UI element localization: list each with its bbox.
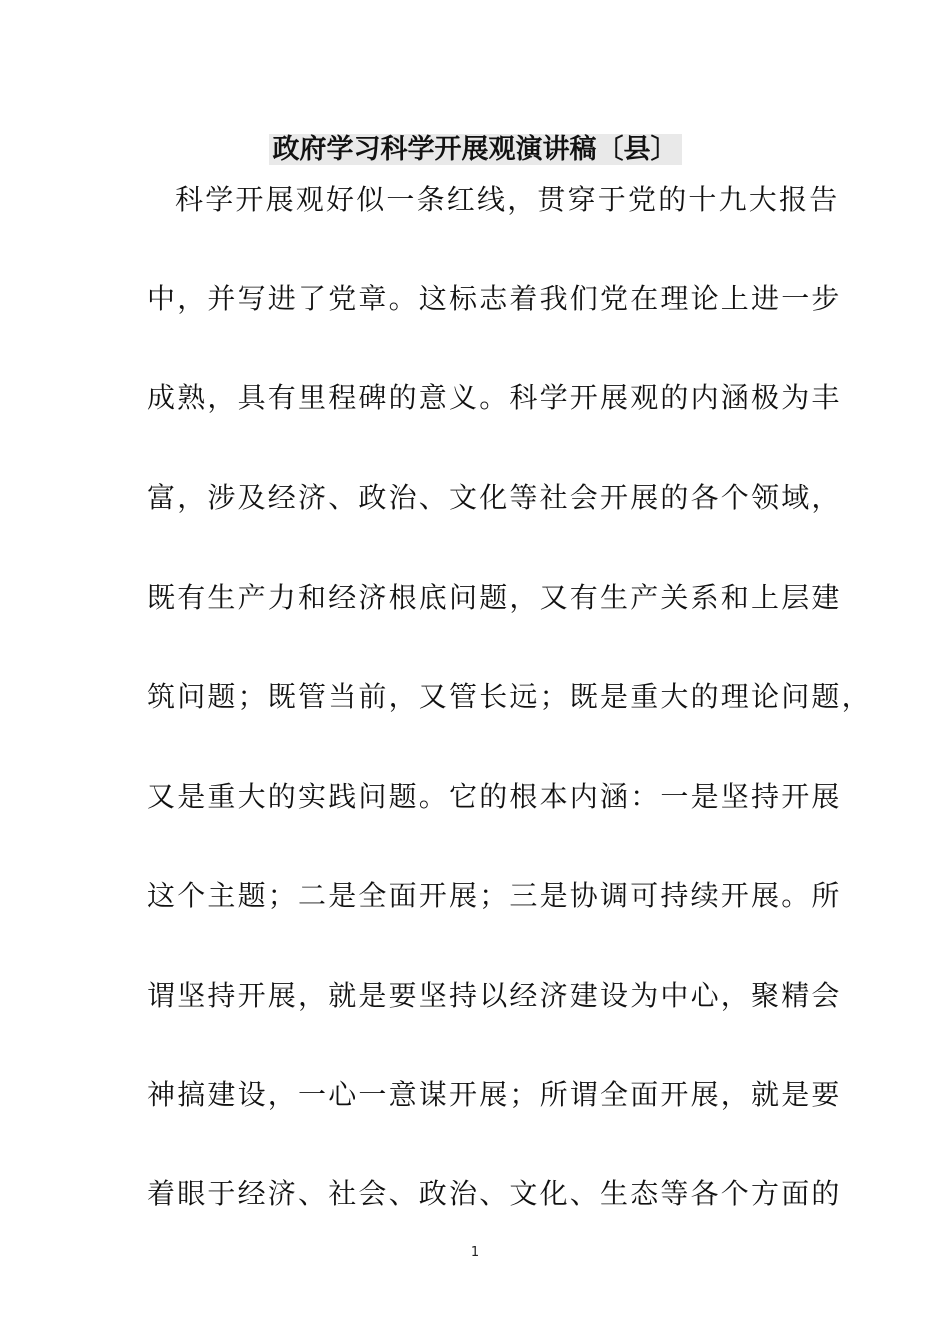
body-line-7: 又是重大的实践问题。它的根本内涵：一是坚持开展 <box>147 780 842 813</box>
document-title-text: 政府学习科学开展观演讲稿〔县〕 <box>269 134 682 165</box>
body-line-8: 这个主题；二是全面开展；三是协调可持续开展。所 <box>147 879 842 912</box>
body-line-6: 筑问题；既管当前，又管长远；既是重大的理论问题， <box>147 680 872 713</box>
body-line-11: 着眼于经济、社会、政治、文化、生态等各个方面的 <box>147 1177 842 1210</box>
body-line-10: 神搞建设，一心一意谋开展；所谓全面开展，就是要 <box>147 1078 842 1111</box>
body-line-3: 成熟，具有里程碑的意义。科学开展观的内涵极为丰 <box>147 381 842 414</box>
document-title <box>0 128 950 172</box>
body-line-5: 既有生产力和经济根底问题，又有生产关系和上层建 <box>147 581 842 614</box>
body-line-9: 谓坚持开展，就是要坚持以经济建设为中心，聚精会 <box>147 979 842 1012</box>
body-line-4: 富，涉及经济、政治、文化等社会开展的各个领域， <box>147 481 842 514</box>
body-line-2: 中，并写进了党章。这标志着我们党在理论上进一步 <box>147 282 842 315</box>
body-line-1: 科学开展观好似一条红线，贯穿于党的十九大报告 <box>175 183 840 216</box>
page-number: 1 <box>470 1245 480 1260</box>
